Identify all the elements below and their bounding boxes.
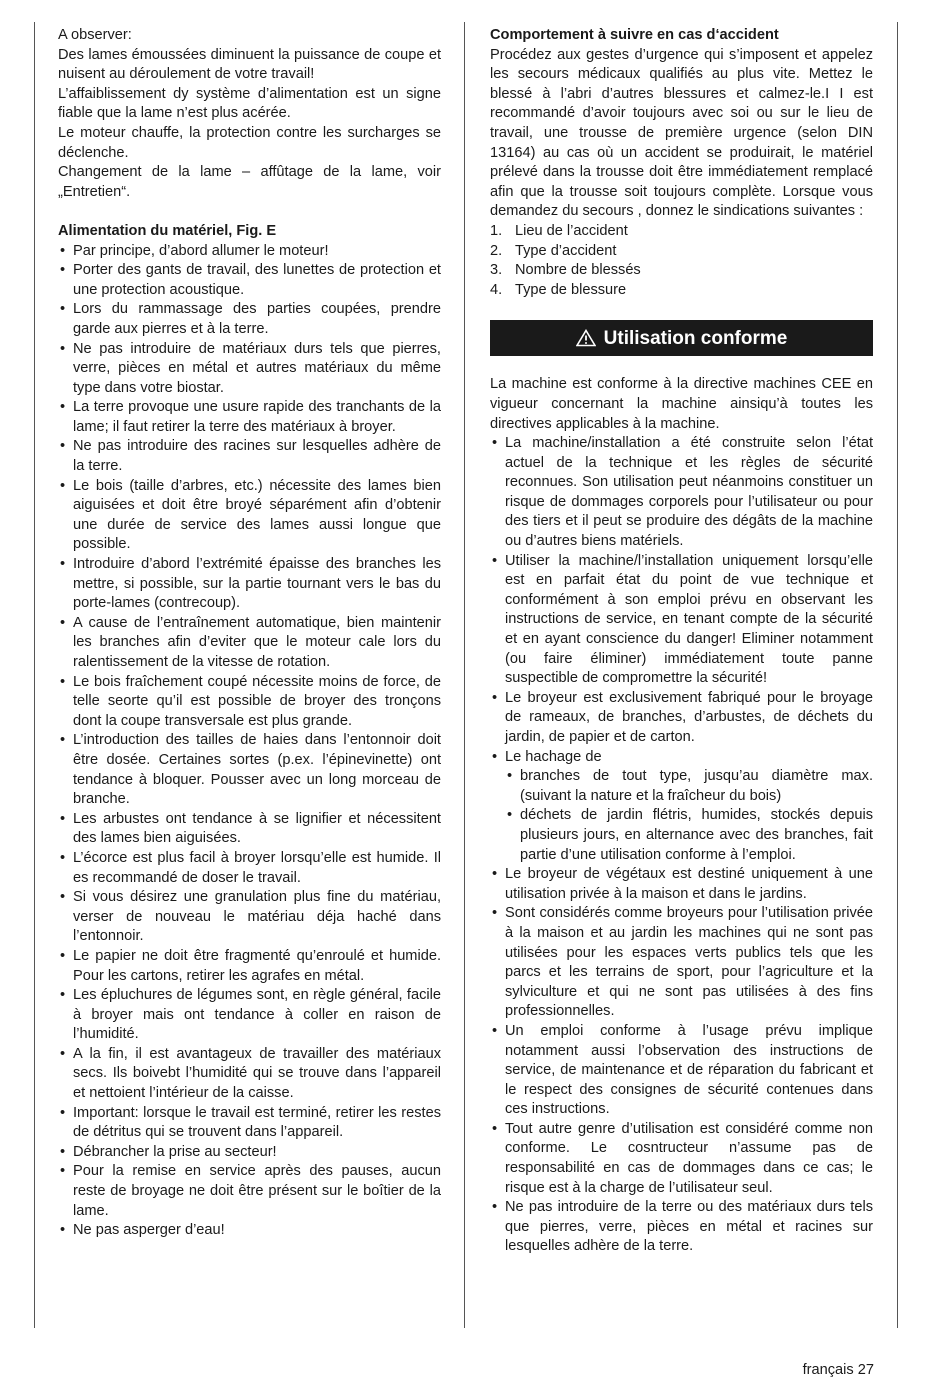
observe-para: L’affaiblissement dy système d’alimentation est un signe fiable que la lame n’est plus acérée. — [58, 85, 441, 122]
section-banner — [490, 320, 873, 356]
list-text: Nombre de blessés — [515, 262, 641, 279]
feed-list — [58, 242, 441, 1241]
list-item: • Le papier ne doit être fragmenté qu’enroulé et humide. Pour les cartons, retirer les agrafes en métal. — [58, 947, 441, 986]
list-item: • Lors du rammassage des parties coupées, prendre garde aux pierres et à la terre. — [58, 300, 441, 339]
list-item: • A cause de l’entraînement automatique, bien maintenir les branches afin d’eviter que le moteur cale lors du ralentissement de la vitesse de rotation. — [58, 614, 441, 673]
hachage-sublist — [505, 767, 873, 865]
banner-title: Utilisation conforme — [603, 327, 788, 349]
observe-para: Le moteur chauffe, la protection contre les surcharges se déclenche. — [58, 124, 441, 161]
sub-list-item: • branches de tout type, jusqu’au diamètre max. (suivant la nature et la fraîcheur du bois) — [505, 767, 873, 806]
list-item: • Introduire d’abord l’extrémité épaisse des branches les mettre, si possible, sur la partie tournant vers le bas du porte-lames (contrecoup). — [58, 555, 441, 614]
list-item: • La machine/installation a été construite selon l’état actuel de la technique et les règles de sécurité reconnues. Son utilisation peut néanmoins constituer un risque de dommages corporels pour l’utilisateur ou pour des tiers et il peut se produire des dégâts de la machine ou d’autres biens matériels. — [490, 434, 873, 552]
list-item: • Les arbustes ont tendance à se lignifier et nécessitent des lames bien aiguisées. — [58, 810, 441, 849]
list-item — [490, 222, 873, 242]
usage-list — [490, 434, 873, 1257]
list-number: 2. — [490, 242, 503, 259]
list-item — [490, 261, 873, 281]
sub-list-item: • déchets de jardin flétris, humides, stockés depuis plusieurs jours, en alternance avec des branches, fait partie d’une utilisation conforme à l’emploi. — [505, 806, 873, 865]
list-item: • Ne pas introduire des racines sur lesquelles adhère de la terre. — [58, 437, 441, 476]
feed-heading: Alimentation du matériel, Fig. E — [58, 222, 277, 239]
list-text: Lieu de l’accident — [515, 222, 628, 239]
column-divider-rule — [464, 22, 465, 1328]
left-column — [58, 26, 441, 1241]
list-item — [490, 748, 873, 866]
left-margin-rule — [34, 22, 35, 1328]
list-item: • Si vous désirez une granulation plus fine du matériau, verser de nouveau le matériau déja haché dans l’entonnoir. — [58, 888, 441, 947]
list-item: • Le broyeur de végétaux est destiné uniquement à une utilisation privée à la maison et dans le jardins. — [490, 865, 873, 904]
observe-para: Changement de la lame – affûtage de la lame, voir „Entretien“. — [58, 164, 441, 200]
list-item: • A la fin, il est avantageux de travailler des matériaux secs. Ils boivebt l’humidité qui se trouve dans l’appareil et nettoient l’intérieur de la caisse. — [58, 1045, 441, 1104]
accident-heading: Comportement à suivre en cas d‘accident — [490, 27, 779, 43]
list-item: • Ne pas asperger d’eau! — [58, 1221, 441, 1241]
list-number: 1. — [490, 222, 503, 239]
list-item: • Ne pas introduire de matériaux durs tels que pierres, verre, pièces en métal et autres matériaux du même type dans votre biostar. — [58, 340, 441, 399]
list-item: • L’introduction des tailles de haies dans l’entonnoir doit être dosée. Certaines sortes (p.ex. l’épinevinette) ont tendance à bloquer. Pousser avec un long morceau de branche. — [58, 731, 441, 809]
list-item: • Un emploi conforme à l’usage prévu implique notamment aussi l’observation des instructions de service, de maintenance et de réparation du fabricant et le respect des consignes de sécurité contenues dans ces instructions. — [490, 1022, 873, 1120]
warning-triangle-icon — [576, 329, 596, 347]
usage-intro: La machine est conforme à la directive machines CEE en vigueur concernant la machine ainsiqu’à toutes les directives applicables à la machine. — [490, 376, 873, 432]
list-item — [490, 281, 873, 301]
list-item: • Par principe, d’abord allumer le moteur! — [58, 242, 441, 262]
accident-list — [490, 222, 873, 300]
page-footer: français 27 — [802, 1362, 874, 1378]
list-item: • Sont considérés comme broyeurs pour l’utilisation privée à la maison et au jardin les machines qui ne sont pas utilisées pour les espaces verts publics tels que les parcs et les terrains de sport, pour l’agriculture et la sylviculture et qui ne sont pas utilisées à des fins professionnelles. — [490, 904, 873, 1022]
list-item: • Ne pas introduire de la terre ou des matériaux durs tels que pierres, verre, pièces en métal et racines sur lesquelles adhère de la terre. — [490, 1198, 873, 1257]
list-text: Type de blessure — [515, 281, 627, 298]
right-margin-rule — [897, 22, 898, 1328]
list-item: • Le bois fraîchement coupé nécessite moins de force, de telle seorte qu’il est possible de broyer des tronçons dont la coupe transversale est plus grande. — [58, 673, 441, 732]
hachage-label: Le hachage de — [505, 748, 602, 765]
list-item: • Pour la remise en service après des pauses, aucun reste de broyage ne doit être présent sur le boîtier de la lame. — [58, 1162, 441, 1221]
list-item: • Tout autre genre d’utilisation est considéré comme non conforme. Le cosntructeur n’assume pas de responsabilité en cas de dommages dans ce cas; le risque est à la charge de l’utilisateur seul. — [490, 1120, 873, 1198]
list-item: • L’écorce est plus facil à broyer lorsqu’elle est humide. Il es recommandé de doser le travail. — [58, 849, 441, 888]
list-item: • Le bois (taille d’arbres, etc.) nécessite des lames bien aiguisées et doit être broyé séparément afin d’obtenir une durée de service des lames aussi longue que possible. — [58, 477, 441, 555]
list-text: Type d’accident — [515, 242, 617, 259]
list-item: • Le broyeur est exclusivement fabriqué pour le broyage de rameaux, de branches, d’arbustes, de déchets du jardin, de papier et de carton. — [490, 689, 873, 748]
list-item: • Les épluchures de légumes sont, en règle général, facile à broyer mais ont tendance à coller en raison de l’humidité. — [58, 986, 441, 1045]
list-item: • Utiliser la machine/l’installation uniquement lorsqu’elle est en parfait état du point de vue technique et conformément à son emploi prévu en observant les instructions de service, en tenant compte de la sécurité et en ayant conscience du danger! Eliminer notamment (ou faire éliminer) immédiatement toute panne suspectible de compromettre la sécurité! — [490, 552, 873, 689]
list-item — [490, 242, 873, 262]
list-item: • La terre provoque une usure rapide des tranchants de la lame; il faut retirer la terre des matériaux à broyer. — [58, 398, 441, 437]
list-item: • Porter des gants de travail, des lunettes de protection et une protection acoustique. — [58, 261, 441, 300]
list-item: • Débrancher la prise au secteur! — [58, 1143, 441, 1163]
right-column — [490, 26, 873, 1257]
list-item: • Important: lorsque le travail est terminé, retirer les restes de détritus qui se trouvent dans l’appareil. — [58, 1104, 441, 1143]
list-number: 3. — [490, 262, 503, 279]
accident-text: Procédez aux gestes d’urgence qui s’imposent et appelez les secours médicaux qualifiés au plus vite. Mettez le blessé à l’abri d’autres blessures et calmez-le.I I est recommandé d’avoir toujours avec soi ou sur le lieu de travail, une trousse de première urgence (selon DIN 13164) au cas où un accident se produirait, le matériel prélevé dans la trousse doit être immédiatement remplacé afin que la trousse soit toujours complète. Lorsque vous demandez du secours , donnez le sindications suivantes : — [490, 46, 873, 220]
list-number: 4. — [490, 281, 503, 298]
observe-title: A observer: — [58, 27, 132, 43]
observe-para: Des lames émoussées diminuent la puissance de coupe et nuisent au déroulement de votre travail! — [58, 46, 441, 83]
